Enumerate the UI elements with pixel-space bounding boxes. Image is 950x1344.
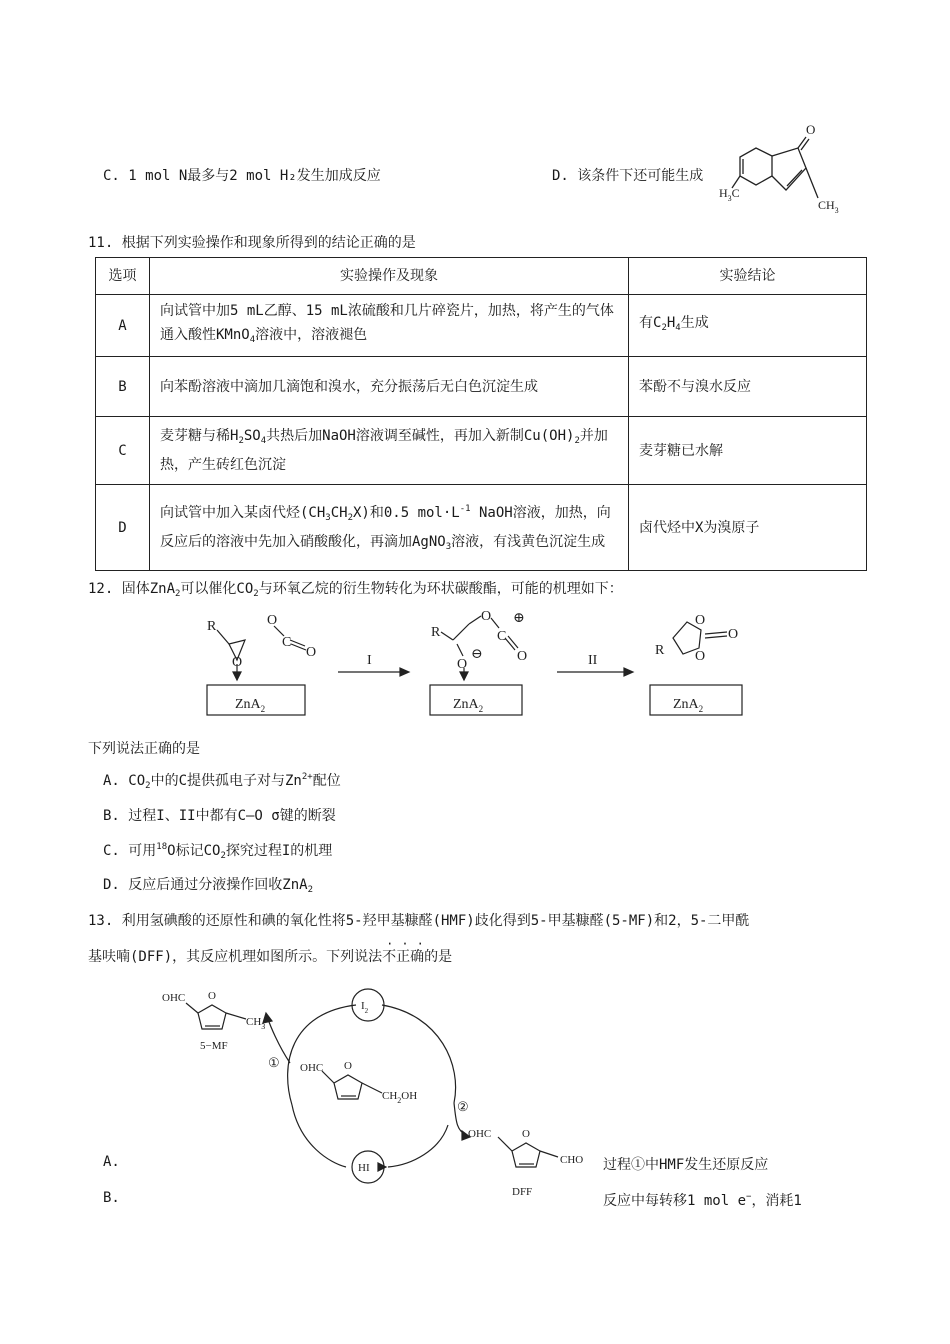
ohc-label-dff: OHC (468, 1128, 492, 1140)
stem-sub: 2 (253, 589, 259, 599)
q13-option-b-text (603, 1190, 802, 1210)
step2-label: ② (457, 1099, 469, 1114)
op-sub: 3 (325, 512, 331, 523)
table-row (96, 417, 867, 485)
ch2oh-sub: 2 (397, 1096, 402, 1105)
op-text: 向试管中加入某卤代烃(CH (160, 504, 326, 521)
header-conclusion: 实验结论 (629, 258, 867, 295)
r-label-mid: R (431, 625, 441, 640)
op-sub: 2 (347, 512, 353, 523)
con-text: H (666, 315, 676, 331)
hi-label: HI (358, 1162, 370, 1174)
furan-o-hmf: O (344, 1060, 352, 1072)
op-text: 向试管中加5 mL乙醇、15 mL浓硫酸和几片碎瓷片，加热，将产生的气体通入酸性KMnO (160, 303, 614, 343)
oxygen-label: O (806, 122, 816, 137)
op-text: 麦芽糖与稀H (160, 428, 239, 444)
op-text: SO (243, 428, 261, 444)
stem-text: 基呋喃(DFF)，其反应机理如图所示。下列说法 (88, 949, 383, 965)
op-text: 溶液中，溶液褪色 (255, 327, 368, 343)
table-row (96, 485, 867, 571)
zna2-text: ZnA (235, 697, 261, 712)
mechanism-diagram-q12 (195, 600, 775, 725)
ohc-label-5mf: OHC (162, 992, 186, 1004)
opt-text: 反应中每转移1 mol e (603, 1193, 747, 1209)
row-option: D (96, 485, 150, 571)
r-label: R (207, 619, 217, 634)
co2-o1: O (267, 613, 278, 628)
op-sub: 4 (249, 335, 256, 345)
emphasis-word: 不正确 (382, 949, 425, 965)
op-sup: -1 (459, 503, 471, 514)
row-option: C (96, 417, 150, 485)
label-5mf: 5−MF (200, 1040, 228, 1052)
plus-charge: ⊕ (513, 611, 525, 626)
q12-stem (88, 578, 623, 599)
con-text: 生成 (680, 315, 709, 331)
opt-text: 配位 (312, 773, 341, 789)
cho-label-dff: CHO (560, 1154, 584, 1166)
op-sub: 2 (238, 436, 244, 446)
q12-option-a (103, 770, 341, 791)
ring-o2: O (695, 649, 706, 664)
op-sub: 2 (574, 436, 580, 446)
q10-option-c: C. 1 mol N最多与2 mol H₂发生加成反应 (103, 168, 381, 184)
exo-o: O (728, 627, 739, 642)
stem-text: 12. 固体ZnA (88, 581, 176, 597)
q13-option-a-text: 过程①中HMF发生还原反应 (603, 1157, 769, 1173)
opt-sub: 2 (307, 885, 313, 895)
label-dff: DFF (512, 1186, 533, 1198)
table-row (96, 357, 867, 417)
step1-label: ① (268, 1055, 280, 1070)
minus-charge: ⊖ (471, 647, 483, 662)
header-option: 选项 (96, 258, 150, 295)
q12-prompt: 下列说法正确的是 (88, 741, 200, 757)
ohc-label-hmf: OHC (300, 1062, 324, 1074)
opt-text: A. CO (103, 773, 146, 789)
opt-sub: 2 (220, 851, 226, 861)
opt-sup: 2+ (301, 772, 313, 782)
con-sub: 4 (675, 323, 681, 333)
ch3-text: CH (246, 1016, 262, 1028)
emphasis-text (382, 937, 432, 965)
table-row (96, 295, 867, 357)
stem-text: 可以催化CO (180, 581, 254, 597)
i2-sub: 2 (364, 1007, 369, 1015)
h3c-c: C (731, 186, 740, 200)
op-text: 溶液，有浅黄色沉淀生成 (451, 533, 606, 550)
zna2-box-label-mid (453, 697, 483, 714)
step-ii-label: II (588, 653, 598, 668)
alkoxide-o: O (457, 657, 468, 672)
epoxide-o: O (232, 655, 243, 670)
row-option: A (96, 295, 150, 357)
carboxyl-c: C (497, 629, 507, 644)
zna2-sub: 2 (478, 704, 484, 714)
q12-option-d (103, 874, 313, 895)
ch3-ch: CH (818, 198, 835, 212)
op-text: NaOH溶液，加热，向反应后的溶液中先加入硝酸酸化，再滴加AgNO (160, 504, 611, 550)
q12-option-b: B. 过程I、II中都有C—O σ键的断裂 (103, 808, 336, 824)
opt-text: O标记CO (167, 843, 221, 859)
svg-text:I2 (361, 1000, 369, 1015)
zna2-sub: 2 (698, 704, 704, 714)
ch3-sub: 3 (834, 206, 839, 215)
h3c-sub: 3 (727, 194, 732, 203)
row-option: B (96, 357, 150, 417)
row-operation (150, 417, 629, 485)
furan-o-5mf: O (208, 990, 216, 1002)
op-text: 共热后加NaOH溶液调至碱性，再加入新制Cu(OH) (266, 428, 575, 444)
emphasis-dots: ··· (386, 937, 432, 951)
q13-option-a-label: A. (103, 1154, 120, 1170)
co2-c: C (282, 635, 292, 650)
svg-text:CH2OH (382, 1090, 417, 1105)
svg-text:CH3 (246, 1016, 265, 1031)
row-conclusion: 苯酚不与溴水反应 (629, 357, 867, 417)
row-operation (150, 485, 629, 571)
h3c-h: H (719, 186, 728, 200)
step-i-label: I (367, 653, 372, 668)
row-conclusion: 麦芽糖已水解 (629, 417, 867, 485)
q13-stem-line1: 13. 利用氢碘酸的还原性和碘的氧化性将5-羟甲基糠醛(HMF)歧化得到5-甲基糠醛(5-MF)和2，5-二甲酰 (88, 913, 750, 929)
op-text: 并加热，产生砖红色沉淀 (160, 428, 608, 473)
op-sub: 3 (445, 541, 452, 552)
op-text: CH (330, 504, 348, 521)
row-operation: 向苯酚溶液中滴加几滴饱和溴水，充分振荡后无白色沉淀生成 (150, 357, 629, 417)
op-text: X)和0.5 mol·L (353, 504, 460, 521)
opt-text: 中的C提供孤电子对与Zn (150, 773, 302, 789)
table-header-row (96, 258, 867, 295)
q13-option-b-label: B. (103, 1190, 120, 1206)
zna2-text: ZnA (453, 697, 479, 712)
opt-text: C. 可用 (103, 843, 157, 859)
opt-text: ，消耗1 (751, 1193, 802, 1209)
zna2-sub: 2 (260, 704, 266, 714)
con-text: 有C (639, 315, 662, 331)
header-operation: 实验操作及现象 (150, 258, 629, 295)
opt-text: 探究过程I的机理 (225, 843, 333, 859)
q12-option-c (103, 840, 332, 861)
row-conclusion (629, 295, 867, 357)
ether-o: O (481, 609, 492, 624)
bicyclic-enone-structure (720, 118, 850, 218)
furan-o-dff: O (522, 1128, 530, 1140)
zna2-box-label (235, 697, 265, 714)
ring-o1: O (695, 613, 706, 628)
mechanism-diagram-q13 (150, 985, 600, 1210)
opt-sup: 18 (156, 842, 168, 852)
q10-option-d: D. 该条件下还可能生成 (552, 168, 704, 184)
ch2oh-text: CH (382, 1090, 398, 1102)
opt-sup: − (746, 1192, 752, 1202)
op-sub: 4 (260, 436, 267, 446)
experiment-table (95, 257, 867, 571)
opt-sub: 2 (145, 781, 151, 791)
row-operation (150, 295, 629, 357)
i2-text: I (361, 1000, 365, 1012)
ch3-sub: 3 (261, 1022, 266, 1031)
zna2-box-label-right (673, 697, 703, 714)
con-sub: 2 (661, 323, 667, 333)
stem-text: 与环氧乙烷的衍生物转化为环状碳酸酯，可能的机理如下： (258, 581, 623, 597)
ch2oh-text2: OH (401, 1090, 418, 1102)
svg-text:CH3 (818, 198, 839, 215)
co2-o2: O (306, 645, 317, 660)
carbonyl-o: O (517, 649, 528, 664)
svg-text:H3C (719, 186, 740, 203)
q11-stem: 11. 根据下列实验操作和现象所得到的结论正确的是 (88, 235, 416, 251)
row-conclusion: 卤代烃中X为溴原子 (629, 485, 867, 571)
stem-sub: 2 (175, 589, 181, 599)
r-label-right: R (655, 643, 665, 658)
opt-text: D. 反应后通过分液操作回收ZnA (103, 877, 308, 893)
stem-text: 的是 (424, 949, 453, 965)
q13-stem-line2 (88, 937, 453, 966)
zna2-text: ZnA (673, 697, 699, 712)
